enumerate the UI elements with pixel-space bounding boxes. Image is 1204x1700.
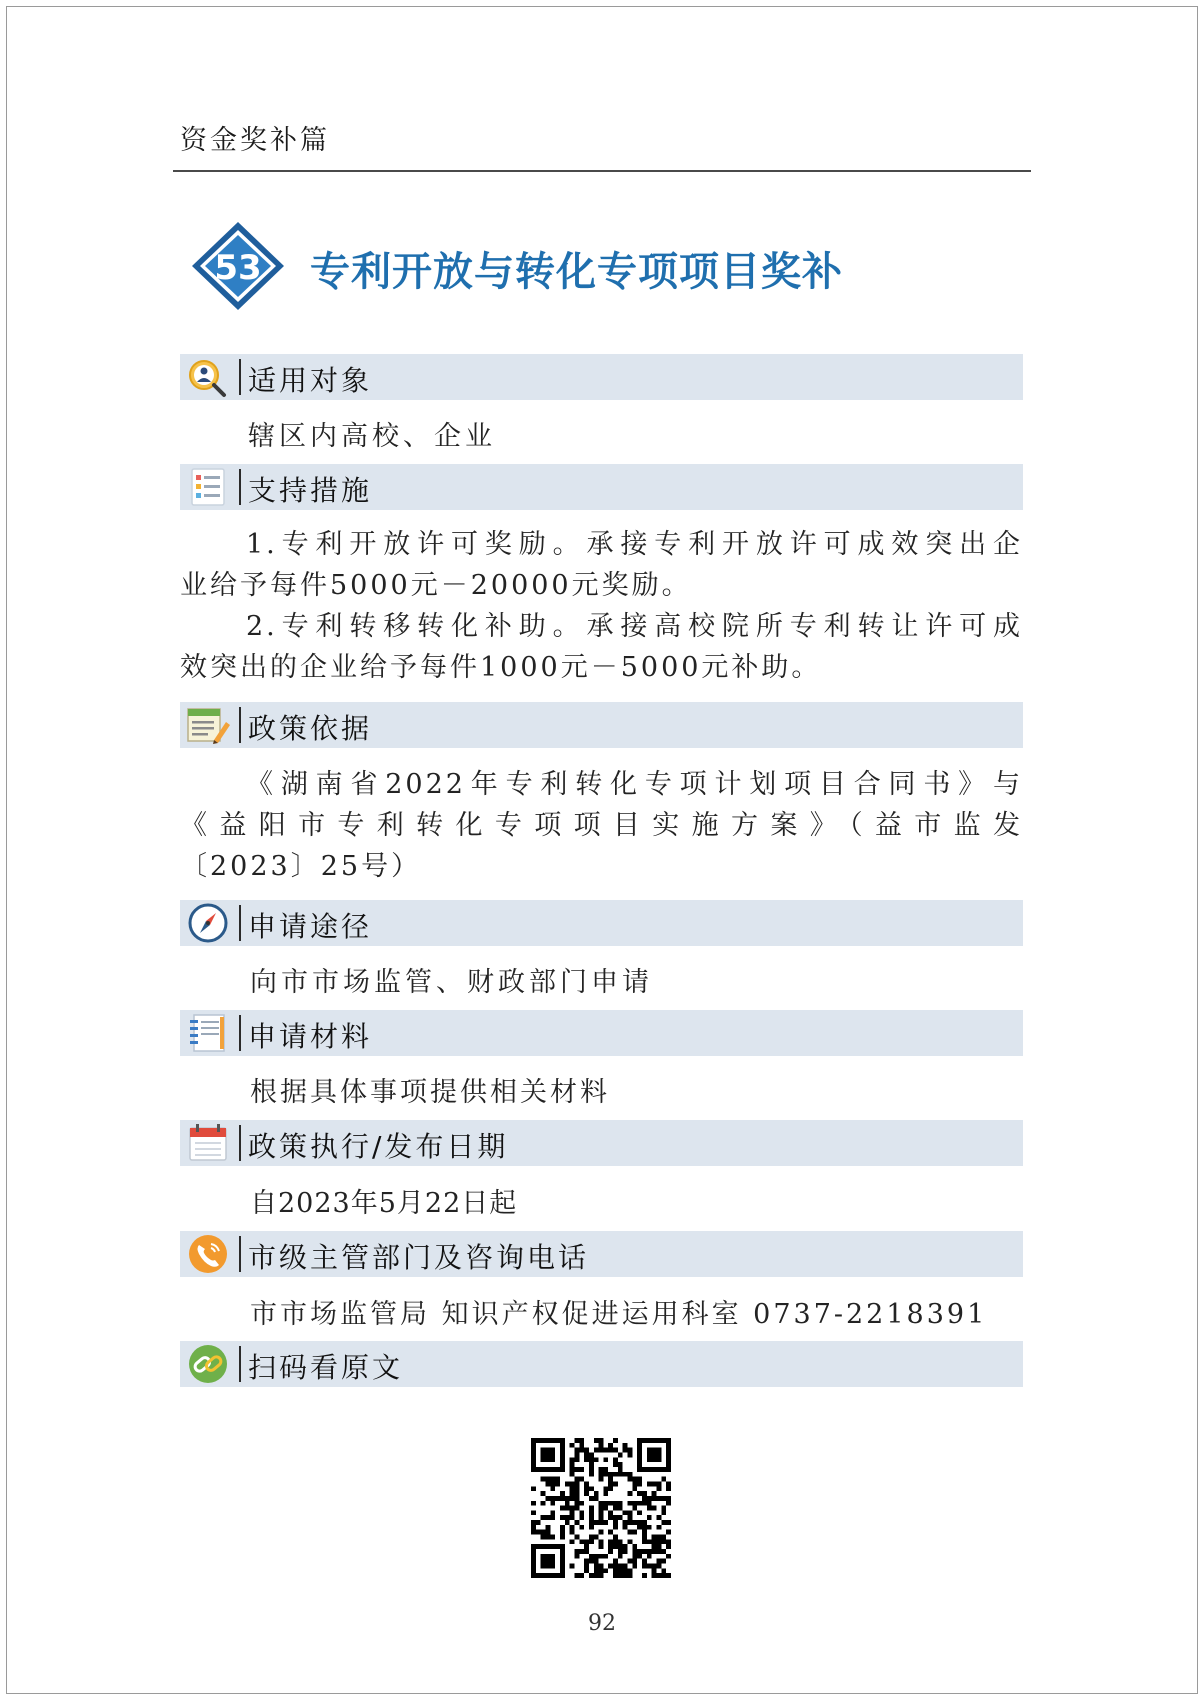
section-label-materials: 申请材料 bbox=[248, 1020, 373, 1053]
page-number: 92 bbox=[588, 1611, 616, 1636]
section-target-header bbox=[180, 354, 1023, 400]
section-divider bbox=[239, 1125, 241, 1161]
section-divider bbox=[239, 1346, 241, 1382]
section-date-header bbox=[180, 1120, 1023, 1166]
running-head: 资金奖补篇 bbox=[180, 125, 330, 156]
qr-code bbox=[531, 1438, 671, 1578]
materials-text: 根据具体事项提供相关材料 bbox=[250, 1077, 610, 1108]
target-text: 辖区内高校、企业 bbox=[248, 421, 496, 452]
section-divider bbox=[239, 359, 241, 395]
section-channel-header bbox=[180, 900, 1023, 946]
phone-icon bbox=[184, 1233, 232, 1275]
section-label-measures: 支持措施 bbox=[248, 474, 373, 507]
contact-text: 市市场监管局 知识产权促进运用科室 0737-2218391 bbox=[250, 1299, 988, 1330]
section-divider bbox=[239, 1015, 241, 1051]
item-title: 专利开放与转化专项项目奖补 bbox=[310, 248, 843, 295]
section-contact-header bbox=[180, 1231, 1023, 1277]
compass-icon bbox=[184, 902, 232, 944]
measures-line: 1.专利开放许可奖励。承接专利开放许可成效突出企 bbox=[246, 529, 1023, 560]
measures-line: 业给予每件5000元－20000元奖励。 bbox=[180, 570, 692, 601]
notebook-icon bbox=[184, 1012, 232, 1054]
section-label-basis: 政策依据 bbox=[248, 712, 373, 745]
person-search-icon bbox=[184, 356, 232, 398]
section-basis-header bbox=[180, 702, 1023, 748]
item-number: 53 bbox=[214, 248, 262, 288]
header-rule bbox=[173, 170, 1031, 172]
section-label-target: 适用对象 bbox=[248, 364, 373, 397]
calendar-icon bbox=[184, 1122, 232, 1164]
date-text: 自2023年5月22日起 bbox=[250, 1188, 518, 1219]
basis-line: 《湖南省2022年专利转化专项计划项目合同书》与 bbox=[246, 769, 1023, 800]
basis-line: 《益阳市专利转化专项项目实施方案》（益市监发 bbox=[180, 810, 1023, 841]
link-icon bbox=[184, 1343, 232, 1385]
section-divider bbox=[239, 469, 241, 505]
item-title-block bbox=[190, 220, 1030, 312]
section-divider bbox=[239, 1236, 241, 1272]
section-divider bbox=[239, 905, 241, 941]
section-label-channel: 申请途径 bbox=[248, 910, 373, 943]
item-number-badge bbox=[190, 220, 286, 312]
measures-line: 2.专利转移转化补助。承接高校院所专利转让许可成 bbox=[246, 611, 1023, 642]
basis-line: 〔2023〕25号） bbox=[180, 851, 422, 882]
section-scan-header bbox=[180, 1341, 1023, 1387]
checklist-icon bbox=[184, 466, 232, 508]
section-measures-header bbox=[180, 464, 1023, 510]
channel-text: 向市市场监管、财政部门申请 bbox=[250, 967, 653, 998]
section-label-date: 政策执行/发布日期 bbox=[248, 1130, 509, 1163]
section-label-scan: 扫码看原文 bbox=[248, 1351, 404, 1384]
section-materials-header bbox=[180, 1010, 1023, 1056]
basis-paragraph bbox=[180, 764, 1023, 887]
measures-paragraph bbox=[180, 524, 1023, 688]
measures-line: 效突出的企业给予每件1000元－5000元补助。 bbox=[180, 652, 822, 683]
section-divider bbox=[239, 707, 241, 743]
document-pen-icon bbox=[184, 704, 232, 746]
section-label-contact: 市级主管部门及咨询电话 bbox=[248, 1241, 590, 1274]
